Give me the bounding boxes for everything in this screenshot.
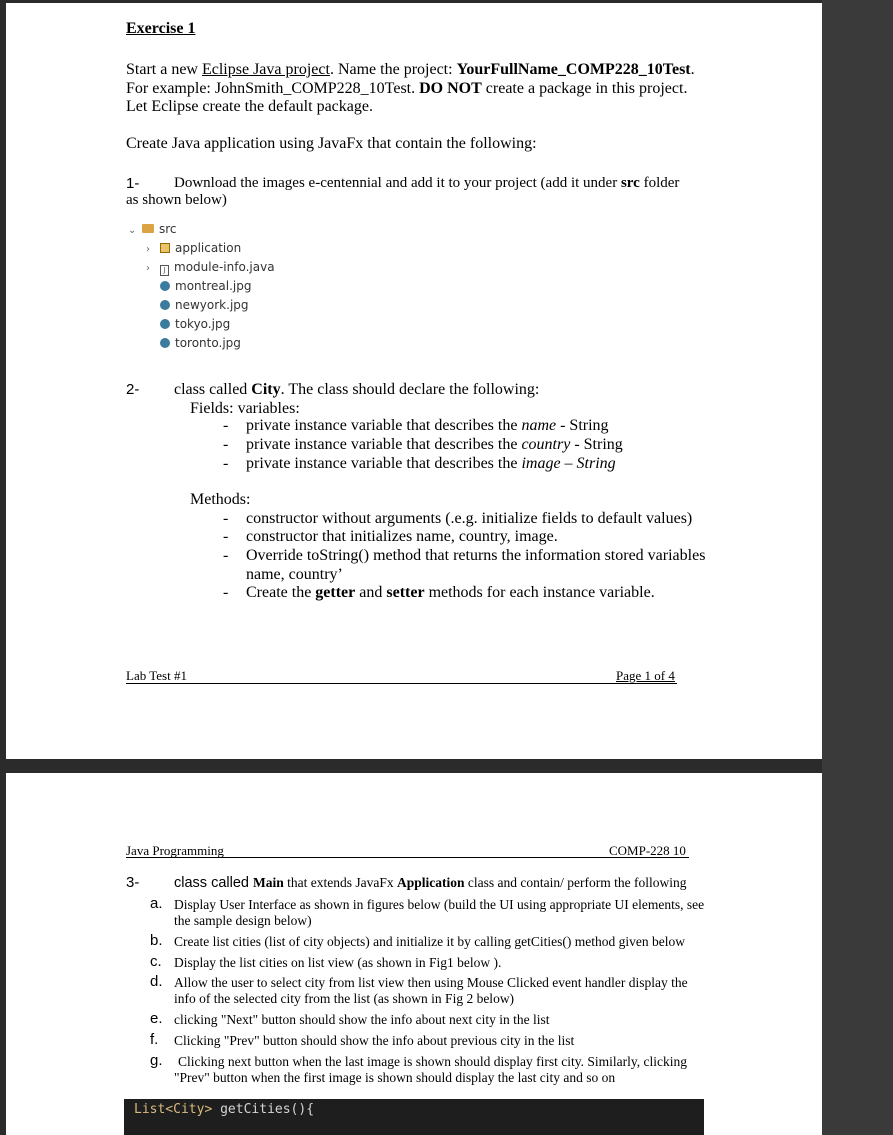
- do-not-emphasis: DO NOT: [419, 80, 482, 97]
- subitem-b-line-1: Create list cities (list of city objects) and initialize it by calling getCities() method given below: [174, 934, 685, 949]
- java-file-icon: J: [160, 265, 169, 276]
- intro-text: For example: JohnSmith_COMP228_10Test.: [126, 80, 420, 97]
- method-3-line-2: name, country’: [246, 566, 343, 583]
- fields-label: Fields: variables:: [190, 400, 300, 417]
- item-text: . The class should declare the following:: [280, 381, 540, 398]
- code-block: [124, 1099, 704, 1135]
- getter-bold: getter: [315, 584, 356, 601]
- src-bold: src: [620, 175, 640, 191]
- field-3: [246, 454, 616, 473]
- subitem-letter: e.: [150, 1010, 163, 1027]
- bullet-dash: -: [223, 528, 229, 545]
- code-line: [134, 1102, 314, 1117]
- chevron-down-icon[interactable]: ⌄: [128, 225, 137, 236]
- field-name-em: country: [521, 436, 571, 453]
- item-text: folder: [639, 175, 680, 191]
- field-name-em: image – String: [521, 455, 616, 472]
- subitem-a-line-2: the sample design below): [174, 913, 312, 928]
- project-name: YourFullName_COMP228_10Test: [456, 61, 691, 78]
- intro-text: Start a new: [126, 61, 202, 78]
- chevron-right-icon[interactable]: ›: [146, 244, 150, 255]
- exercise-heading: Exercise 1: [126, 20, 196, 37]
- image-file-icon: [160, 281, 170, 291]
- subitem-letter: d.: [150, 973, 163, 990]
- intro-line-3: Let Eclipse create the default package.: [126, 98, 373, 115]
- bullet-dash: -: [223, 455, 229, 472]
- source-folder-icon: [142, 224, 154, 233]
- subitem-g-line-2: "Prev" button when the first image is shown should display the last city and so on: [174, 1070, 616, 1085]
- subitem-letter: a.: [150, 895, 163, 912]
- bullet-dash: -: [223, 547, 229, 564]
- subitem-letter: f.: [150, 1031, 159, 1048]
- tree-item[interactable]: [160, 315, 230, 333]
- tree-item[interactable]: [146, 258, 275, 276]
- subitem-letter: c.: [150, 953, 162, 970]
- subitem-f-line-1: Clicking "Prev" button should show the info about previous city in the list: [174, 1033, 575, 1048]
- code-method: getCities(){: [212, 1102, 315, 1117]
- tree-item-label: newyork.jpg: [175, 298, 249, 312]
- tree-item-label: tokyo.jpg: [175, 317, 231, 331]
- item-3-number: 3-: [126, 874, 140, 891]
- header-rule: [126, 857, 689, 858]
- field-1: [246, 416, 609, 435]
- tree-item-label: montreal.jpg: [175, 279, 252, 293]
- subitem-c-line-1: Display the list cities on list view (as shown in Fig1 below ).: [174, 955, 502, 970]
- image-file-icon: [160, 338, 170, 348]
- create-line: Create Java application using JavaFx that contain the following:: [126, 135, 537, 152]
- intro-text: .: [690, 61, 695, 78]
- tree-item[interactable]: [146, 239, 241, 257]
- subitem-e-line-1: clicking "Next" button should show the info about next city in the list: [174, 1012, 550, 1027]
- subitem-g-line-1: Clicking next button when the last image is shown should display first city. Similarly, clicking: [178, 1054, 687, 1069]
- eclipse-link[interactable]: Eclipse Java project: [201, 61, 330, 78]
- image-file-icon: [160, 300, 170, 310]
- tree-root-label: src: [159, 222, 177, 236]
- tree-item[interactable]: [160, 334, 241, 352]
- tree-item[interactable]: [160, 277, 251, 295]
- footer-left: Lab Test #1: [126, 668, 187, 683]
- item-1-text: [174, 174, 679, 193]
- intro-line-1: [126, 60, 695, 79]
- intro-line-2: [126, 79, 687, 98]
- viewer-right-panel: [822, 0, 893, 1135]
- item-text: Download the images e-centennial and add it to your project (add it under: [174, 175, 621, 191]
- header-left: Java Programming: [126, 843, 224, 858]
- intro-text: create a package in this project.: [481, 80, 688, 97]
- subitem-letter: b.: [150, 932, 163, 949]
- item-3-text: [174, 874, 686, 892]
- bullet-dash: -: [223, 417, 229, 434]
- method-text: methods for each instance variable.: [424, 584, 655, 601]
- field-text: private instance variable that describes the: [246, 436, 522, 453]
- intro-text: . Name the project:: [329, 61, 457, 78]
- method-3-line-1: Override toString() method that returns the information stored variables: [246, 547, 706, 564]
- field-name-em: name: [521, 417, 557, 434]
- tree-item-label: module-info.java: [174, 260, 275, 274]
- tree-item-label: application: [175, 241, 242, 255]
- chevron-right-icon[interactable]: ›: [146, 263, 150, 274]
- application-class-name: Application: [396, 875, 465, 890]
- item-text: class called: [174, 381, 252, 398]
- method-2: constructor that initializes name, country, image.: [246, 528, 558, 545]
- main-class-name: Main: [252, 875, 284, 890]
- document-page-2: [6, 773, 822, 1135]
- document-page-1: [6, 3, 822, 759]
- city-class-name: City: [251, 381, 281, 398]
- header-right: COMP-228 10: [609, 843, 686, 858]
- bullet-dash: -: [223, 436, 229, 453]
- image-file-icon: [160, 319, 170, 329]
- item-text: class called: [174, 875, 253, 891]
- method-4: [246, 583, 655, 602]
- subitem-d-line-1: Allow the user to select city from list view then using Mouse Clicked event handler display the: [174, 975, 688, 990]
- methods-label: Methods:: [190, 491, 251, 508]
- setter-bold: setter: [386, 584, 425, 601]
- item-2-number: 2-: [126, 381, 140, 398]
- tree-root[interactable]: [128, 220, 177, 238]
- method-text: and: [355, 584, 387, 601]
- footer-rule: [126, 683, 677, 684]
- footer-page-number: Page 1 of 4: [616, 668, 675, 683]
- item-text: class and contain/ perform the following: [464, 875, 687, 890]
- code-type: List<City>: [134, 1102, 213, 1117]
- tree-item[interactable]: [160, 296, 249, 314]
- bullet-dash: -: [223, 510, 229, 527]
- subitem-a-line-1: Display User Interface as shown in figures below (build the UI using appropriate UI elements, see: [174, 897, 705, 912]
- method-1: constructor without arguments (.e.g. initialize fields to default values): [246, 510, 693, 527]
- field-text: private instance variable that describes the: [246, 455, 522, 472]
- package-icon: [160, 243, 170, 253]
- item-1-line-2: as shown below): [126, 192, 227, 208]
- item-1-number: 1-: [126, 175, 140, 192]
- tree-item-label: toronto.jpg: [175, 336, 241, 350]
- subitem-letter: g.: [150, 1052, 163, 1069]
- field-text: - String: [556, 417, 609, 434]
- field-text: - String: [570, 436, 623, 453]
- method-text: Create the: [246, 584, 316, 601]
- field-2: [246, 435, 623, 454]
- bullet-dash: -: [223, 584, 229, 601]
- item-2-text: [174, 380, 539, 399]
- item-text: that extends JavaFx: [283, 875, 397, 890]
- subitem-d-line-2: info of the selected city from the list (as shown in Fig 2 below): [174, 991, 515, 1006]
- field-text: private instance variable that describes the: [246, 417, 522, 434]
